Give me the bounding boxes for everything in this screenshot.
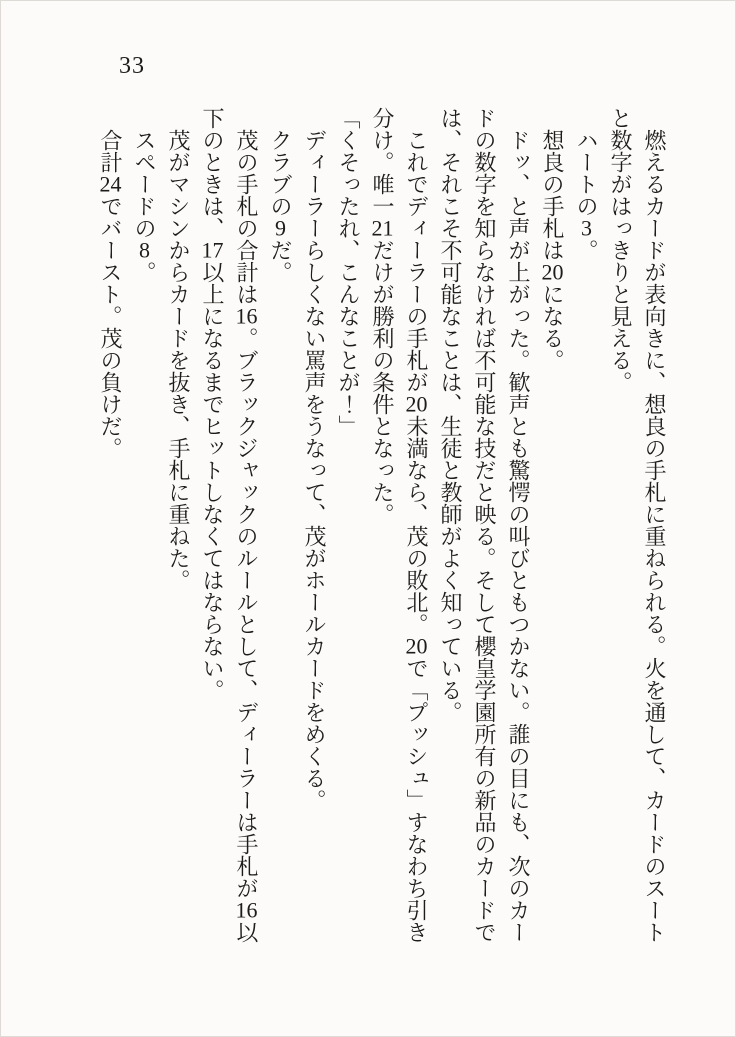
tatechuyoko-number: 16 bbox=[235, 899, 258, 921]
tatechuyoko-number: 17 bbox=[201, 239, 224, 261]
paragraph: 想良の手札は20になる。 bbox=[540, 129, 565, 371]
tatechuyoko-number: 16 bbox=[235, 305, 258, 327]
tatechuyoko-number: 9 bbox=[275, 217, 286, 239]
paragraph: 「くそったれ、こんなことが！」 bbox=[336, 107, 361, 437]
paragraph: ハートの3。 bbox=[574, 129, 599, 261]
tatechuyoko-number: 20 bbox=[405, 393, 428, 415]
paragraph: クラブの9だ。 bbox=[268, 129, 293, 283]
tatechuyoko-number: 24 bbox=[99, 173, 122, 195]
paragraph: ディーラーらしくない罵声をうなって、茂がホールカードをめくる。 bbox=[302, 129, 327, 811]
paragraph: 茂がマシンからカードを抜き、手札に重ねた。 bbox=[166, 129, 191, 591]
tatechuyoko-number: 21 bbox=[371, 217, 394, 239]
paragraph: 合計24でバースト。茂の負けだ。 bbox=[98, 129, 123, 459]
paragraph: これでディーラーの手札が20未満なら、茂の敗北。20で「プッシュ」すなわち引き分け。唯一21だけが勝利の条件となった。 bbox=[370, 107, 429, 943]
tatechuyoko-number: 3 bbox=[581, 217, 592, 239]
body-text bbox=[93, 107, 671, 947]
paragraph: 茂の手札の合計は16。ブラックジャックのルールとして、ディーラーは手札が16以下のときは、17以上になるまでヒットしなくてはならない。 bbox=[200, 107, 259, 943]
paragraph: 燃えるカードが表向きに、想良の手札に重ねられる。火を通して、カードのスートと数字がはっきりと見える。 bbox=[608, 107, 667, 943]
tatechuyoko-number: 8 bbox=[139, 239, 150, 261]
tatechuyoko-number: 20 bbox=[405, 635, 428, 657]
paragraph: スペードの8。 bbox=[132, 129, 157, 283]
tatechuyoko-number: 20 bbox=[541, 261, 564, 283]
page-number: 33 bbox=[119, 53, 145, 79]
paragraph: ドッ、と声が上がった。歓声とも驚愕の叫びともつかない。誰の目にも、次のカードの数字を知らなければ不可能な技だと映る。そして櫻皇学園所有の新品のカードでは、それこそ不可能なことは、生徒と教師がよく知っている。 bbox=[438, 107, 531, 943]
